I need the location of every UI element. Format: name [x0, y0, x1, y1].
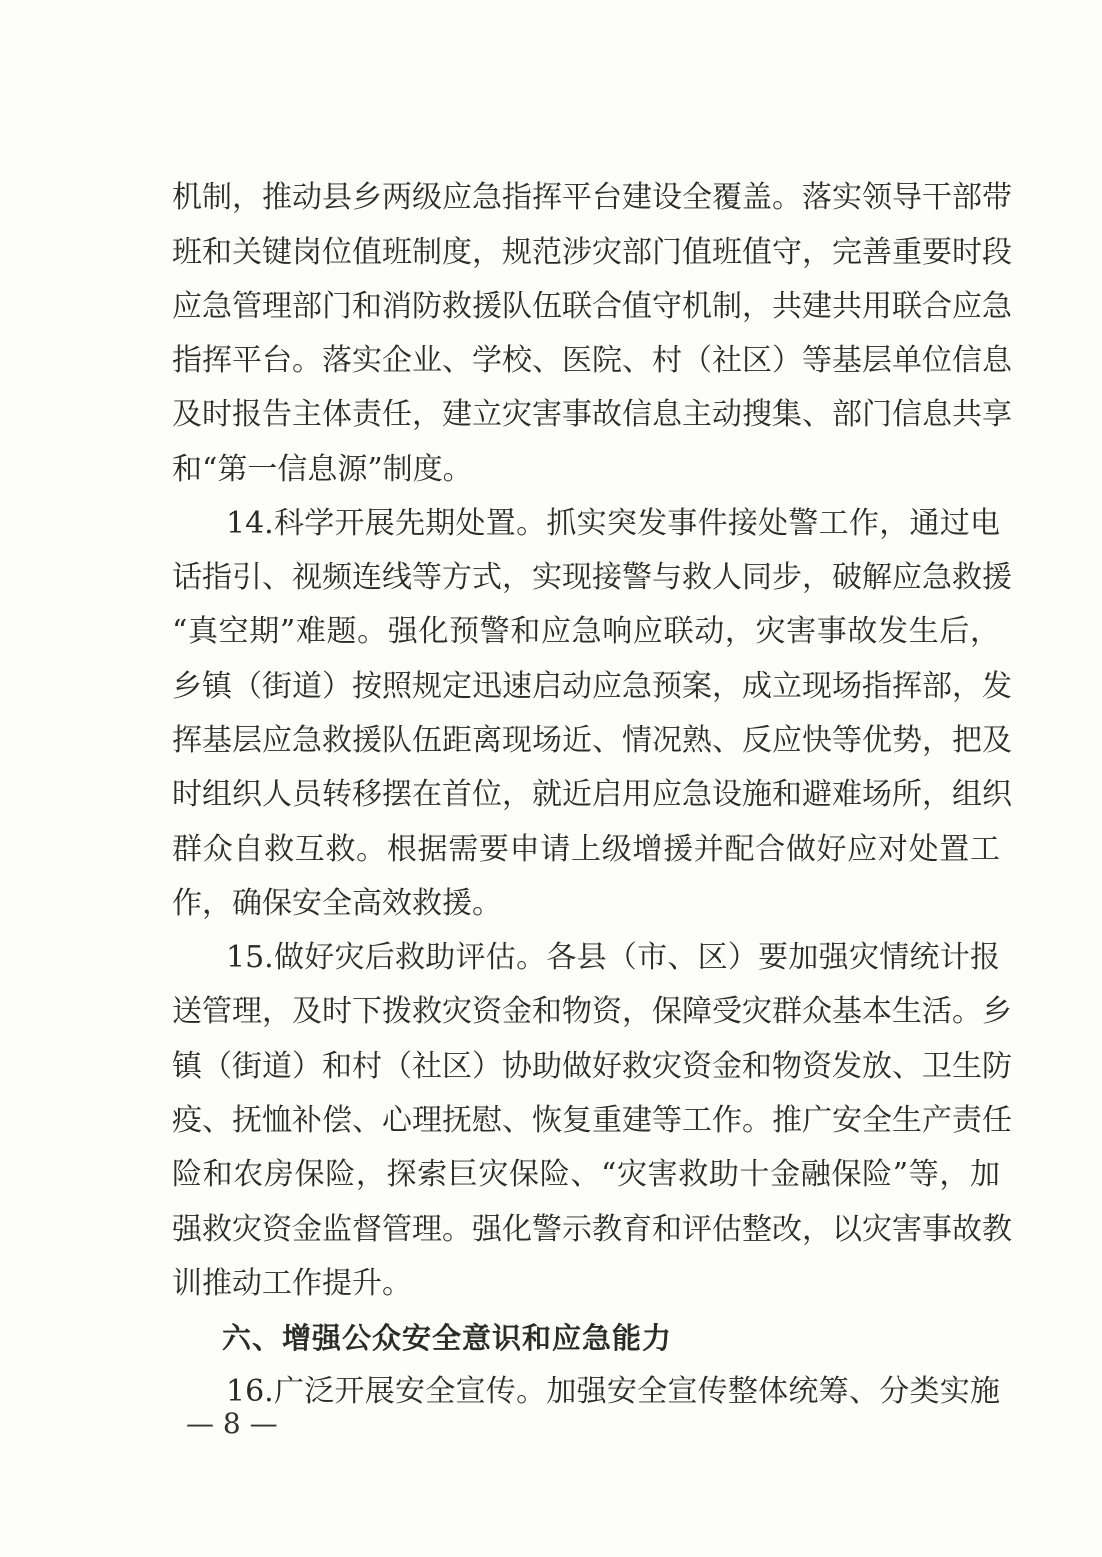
paragraph-line: 群众自救互救。根据需要申请上级增援并配合做好应对处置工 [172, 832, 1000, 867]
paragraph-line: 15.做好灾后救助评估。各县（市、区）要加强灾情统计报 [226, 940, 1000, 975]
paragraph-line: 和“第一信息源”制度。 [172, 452, 473, 487]
paragraph-line: 班和关键岗位值班制度，规范涉灾部门值班值守，完善重要时段 [172, 235, 1012, 270]
paragraph-line: 14.科学开展先期处置。抓实突发事件接处警工作，通过电 [226, 506, 1000, 541]
paragraph-line: 挥基层应急救援队伍距离现场近、情况熟、反应快等优势，把及 [172, 723, 1012, 758]
paragraph-line: 16.广泛开展安全宣传。加强安全宣传整体统筹、分类实施 [226, 1374, 1000, 1409]
paragraph-line: 及时报告主体责任，建立灾害事故信息主动搜集、部门信息共享 [172, 397, 1012, 432]
page-number: — 8 — [186, 1407, 278, 1440]
paragraph-line: 机制，推动县乡两级应急指挥平台建设全覆盖。落实领导干部带 [172, 180, 1012, 215]
paragraph-line: 话指引、视频连线等方式，实现接警与救人同步，破解应急救援 [172, 560, 1012, 595]
paragraph-line: 强救灾资金监督管理。强化警示教育和评估整改，以灾害事故教 [172, 1212, 1012, 1247]
paragraph-line: 乡镇（街道）按照规定迅速启动应急预案，成立现场指挥部，发 [172, 669, 1012, 704]
paragraph-line: 时组织人员转移摆在首位，就近启用应急设施和避难场所，组织 [172, 777, 1012, 812]
paragraph-line: 镇（街道）和村（社区）协助做好救灾资金和物资发放、卫生防 [172, 1049, 1012, 1084]
paragraph-line: 应急管理部门和消防救援队伍联合值守机制，共建共用联合应急 [172, 289, 1012, 324]
paragraph-line: “真空期”难题。强化预警和应急响应联动，灾害事故发生后， [172, 614, 1000, 649]
paragraph-line: 指挥平台。落实企业、学校、医院、村（社区）等基层单位信息 [172, 343, 1012, 378]
paragraph-line: 险和农房保险，探索巨灾保险、“灾害救助十金融保险”等，加 [172, 1157, 1000, 1192]
section-heading: 六、增强公众安全意识和应急能力 [222, 1321, 673, 1355]
paragraph-line: 作，确保安全高效救援。 [172, 886, 502, 921]
paragraph-line: 送管理，及时下拨救灾资金和物资，保障受灾群众基本生活。乡 [172, 994, 1012, 1029]
paragraph-line: 疫、抚恤补偿、心理抚慰、恢复重建等工作。推广安全生产责任 [172, 1103, 1012, 1138]
paragraph-line: 训推动工作提升。 [172, 1266, 412, 1301]
